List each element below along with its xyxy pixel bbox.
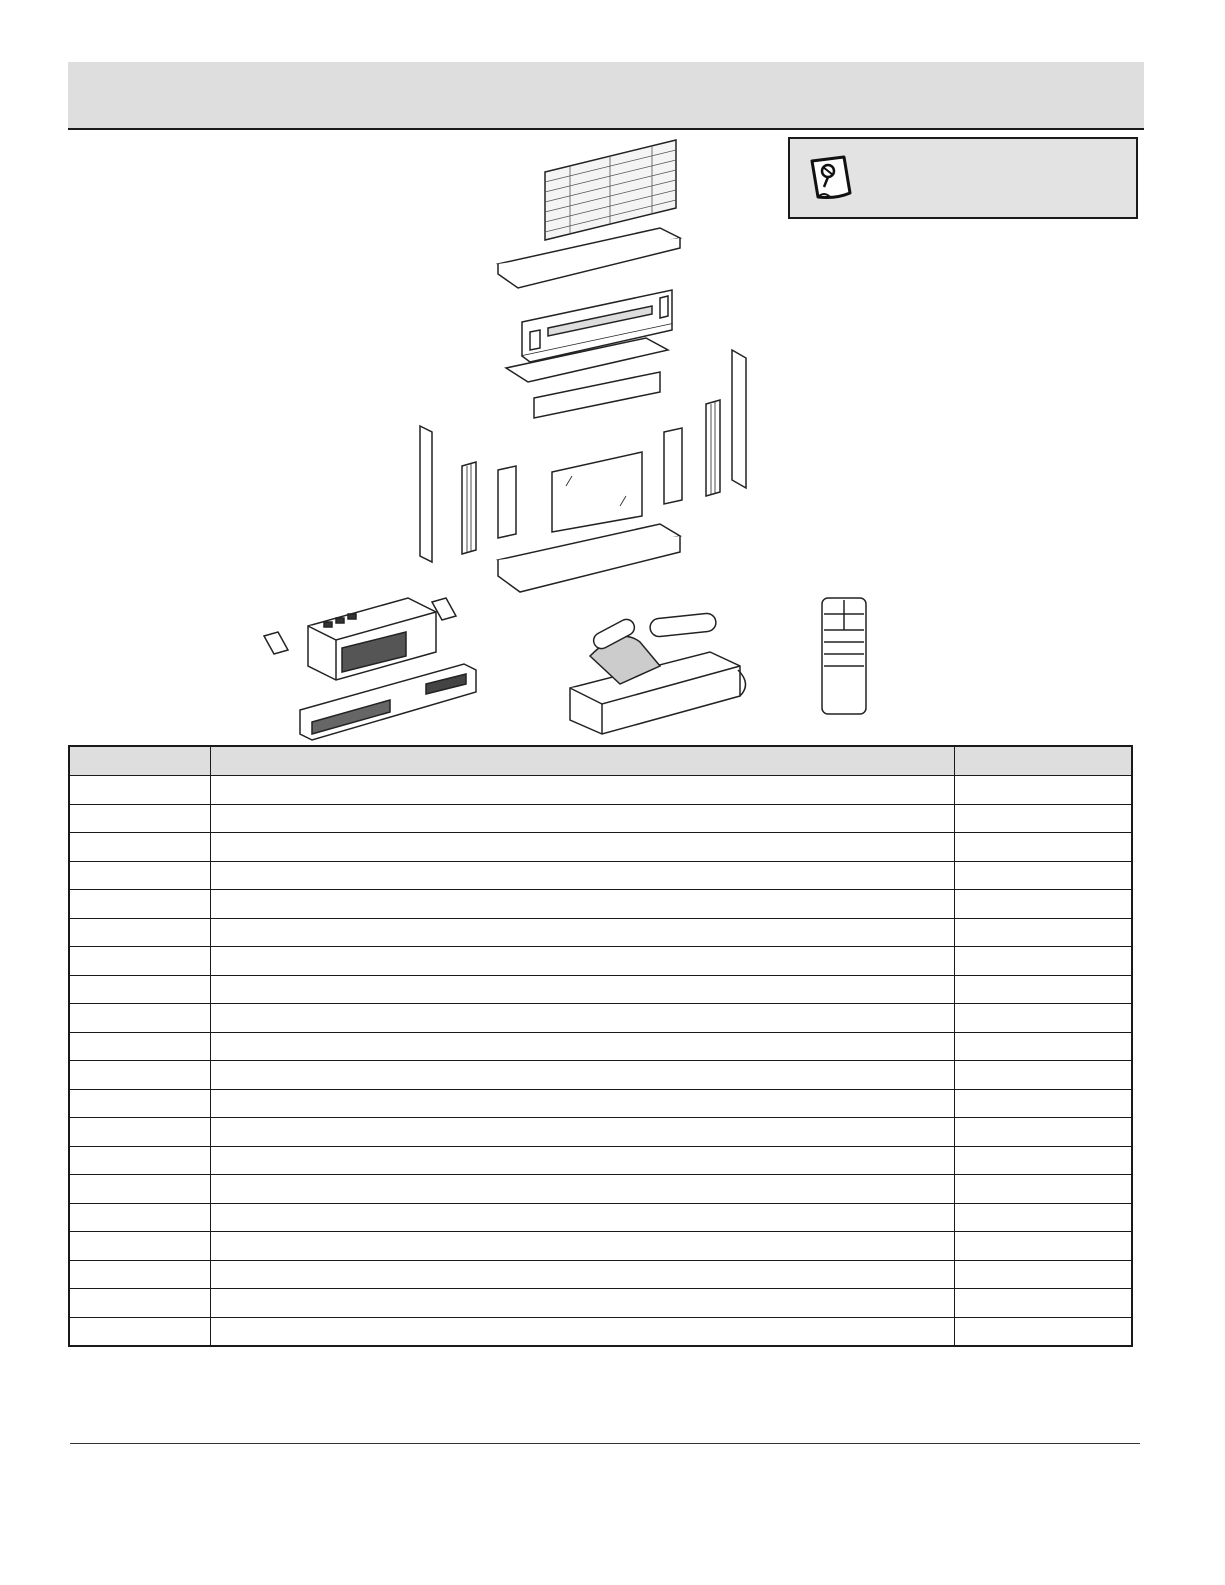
cell-quantity xyxy=(955,804,1133,833)
cell-part xyxy=(69,1061,211,1090)
page-header-band xyxy=(68,62,1144,130)
cell-quantity xyxy=(955,861,1133,890)
cell-description xyxy=(211,1175,955,1204)
table-row xyxy=(69,1260,1132,1289)
table-header-row xyxy=(69,746,1132,776)
table-row xyxy=(69,1061,1132,1090)
cell-quantity xyxy=(955,1061,1133,1090)
log-set-part xyxy=(570,613,746,734)
cell-description xyxy=(211,1260,955,1289)
table-row xyxy=(69,1232,1132,1261)
cell-part xyxy=(69,890,211,919)
cell-description xyxy=(211,1317,955,1346)
cell-quantity xyxy=(955,890,1133,919)
cell-part xyxy=(69,1118,211,1147)
glass-panel-part xyxy=(552,452,642,532)
cell-description xyxy=(211,1289,955,1318)
right-side-panel-part xyxy=(732,350,746,488)
cell-part xyxy=(69,833,211,862)
table-row xyxy=(69,975,1132,1004)
cell-part xyxy=(69,975,211,1004)
table-row xyxy=(69,1118,1132,1147)
cell-part xyxy=(69,1289,211,1318)
table-row xyxy=(69,1289,1132,1318)
cell-quantity xyxy=(955,1203,1133,1232)
left-bracket-part xyxy=(264,632,288,654)
cell-quantity xyxy=(955,1004,1133,1033)
cell-description xyxy=(211,1004,955,1033)
table-row xyxy=(69,833,1132,862)
table-row xyxy=(69,1203,1132,1232)
cell-description xyxy=(211,890,955,919)
cell-part xyxy=(69,1089,211,1118)
cell-description xyxy=(211,918,955,947)
table-row xyxy=(69,804,1132,833)
cell-quantity xyxy=(955,918,1133,947)
cell-quantity xyxy=(955,1232,1133,1261)
cell-description xyxy=(211,804,955,833)
cell-description xyxy=(211,1118,955,1147)
table-row xyxy=(69,861,1132,890)
cell-description xyxy=(211,1146,955,1175)
cell-description xyxy=(211,776,955,805)
cell-quantity xyxy=(955,1317,1133,1346)
cell-quantity xyxy=(955,1118,1133,1147)
cell-part xyxy=(69,1146,211,1175)
brick-panel-part xyxy=(545,140,676,240)
table-row xyxy=(69,918,1132,947)
cell-quantity xyxy=(955,833,1133,862)
table-row xyxy=(69,947,1132,976)
exploded-parts-diagram xyxy=(240,136,960,742)
cell-part xyxy=(69,1032,211,1061)
cell-quantity xyxy=(955,1089,1133,1118)
header-part xyxy=(69,746,211,776)
cell-part xyxy=(69,918,211,947)
cell-quantity xyxy=(955,1032,1133,1061)
header-quantity xyxy=(955,746,1133,776)
parts-illustration xyxy=(240,136,960,742)
mantel-top-part xyxy=(498,228,680,288)
parts-table xyxy=(68,745,1133,1347)
right-inner-panel-part xyxy=(664,428,682,504)
base-part xyxy=(498,524,680,592)
left-side-panel-part xyxy=(420,426,432,562)
cell-description xyxy=(211,1032,955,1061)
cell-quantity xyxy=(955,1175,1133,1204)
table-row xyxy=(69,1032,1132,1061)
cell-quantity xyxy=(955,1260,1133,1289)
cell-quantity xyxy=(955,975,1133,1004)
table-row xyxy=(69,1089,1132,1118)
cell-part xyxy=(69,804,211,833)
table-row xyxy=(69,1146,1132,1175)
cell-description xyxy=(211,1089,955,1118)
table-row xyxy=(69,1317,1132,1346)
table-row xyxy=(69,1004,1132,1033)
cell-part xyxy=(69,947,211,976)
remote-control-part xyxy=(822,598,866,714)
left-column-part xyxy=(462,462,476,554)
cell-description xyxy=(211,947,955,976)
cell-part xyxy=(69,1260,211,1289)
footer-rule xyxy=(70,1443,1140,1444)
cell-description xyxy=(211,833,955,862)
cell-description xyxy=(211,975,955,1004)
right-column-part xyxy=(706,400,720,496)
cell-quantity xyxy=(955,776,1133,805)
top-front-panel-part xyxy=(534,372,660,418)
cell-description xyxy=(211,1232,955,1261)
cell-description xyxy=(211,1061,955,1090)
cell-part xyxy=(69,1175,211,1204)
table-row xyxy=(69,1175,1132,1204)
heater-box-part xyxy=(308,598,436,680)
cell-part xyxy=(69,776,211,805)
left-inner-panel-part xyxy=(498,466,516,538)
header-description xyxy=(211,746,955,776)
cell-quantity xyxy=(955,1146,1133,1175)
cell-quantity xyxy=(955,947,1133,976)
cell-description xyxy=(211,1203,955,1232)
cell-description xyxy=(211,861,955,890)
cell-part xyxy=(69,861,211,890)
cell-quantity xyxy=(955,1289,1133,1318)
table-row xyxy=(69,890,1132,919)
cell-part xyxy=(69,1317,211,1346)
cell-part xyxy=(69,1004,211,1033)
table-row xyxy=(69,776,1132,805)
cell-part xyxy=(69,1232,211,1261)
cell-part xyxy=(69,1203,211,1232)
